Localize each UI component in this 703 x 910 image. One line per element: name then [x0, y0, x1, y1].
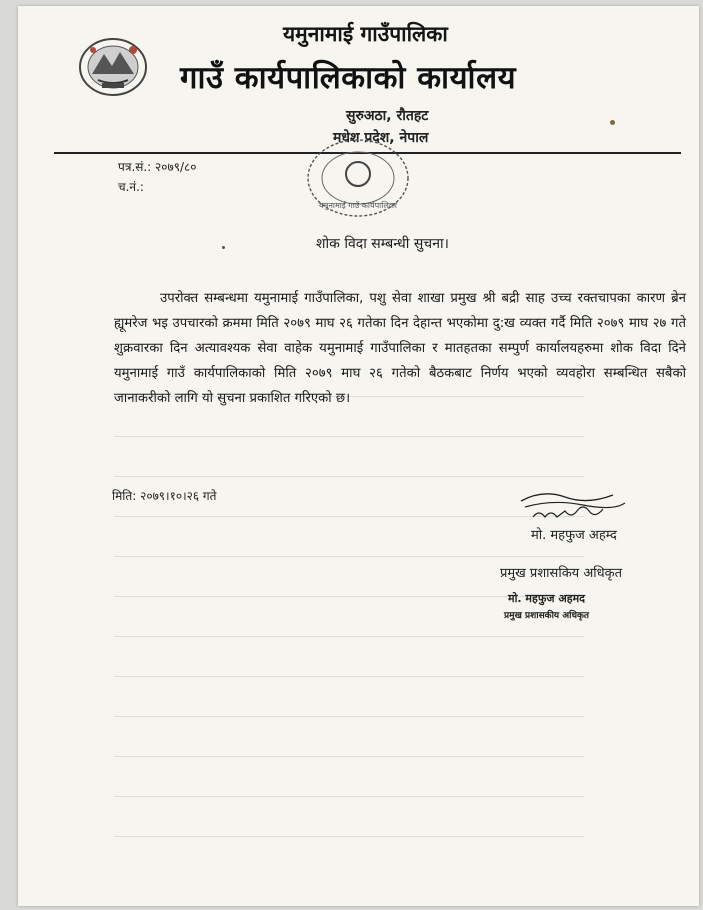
stamp-title: प्रमुख प्रशासकीय अधिकृत: [504, 611, 590, 621]
seal-text: यमुनामाई गाउँ कार्यपालिका: [319, 201, 397, 210]
stamp-name: मो. महफुज अहमद: [508, 592, 585, 605]
issue-date: मिति: २०७९।१०।२६ गते: [112, 489, 217, 503]
office-name: गाउँ कार्यपालिकाको कार्यालय: [180, 60, 517, 96]
document-page: [18, 6, 699, 906]
ink-spot: [610, 120, 615, 125]
nepal-emblem-logo: [78, 36, 148, 98]
municipality-name: यमुनामाई गाउँपालिका: [283, 22, 448, 46]
ink-speck: [222, 246, 225, 249]
notice-body: उपरोक्त सम्बन्धमा यमुनामाई गाउँपालिका, पशु सेवा शाखा प्रमुख श्री बद्री साह उच्च रक्तचापका कारण ब्रेन ह्यूमरेज भइ उपचारको क्रममा मिति २०७९ माघ २६ गतेका दिन देहान्त भएकोमा दु:ख व्यक्त गर्दै मिति २०७९ माघ २७ गते शुक्रवारका दिन अत्यावश्यक सेवा वाहेक यमुनामाई गाउँपालिका र मातहतका सम्पुर्ण कार्यालयहरुमा शोक विदा दिने यमुनामाई गाउँ कार्यपालिकाको मिति २०७९ माघ २६ गतेको बैठकबाट निर्णय भएको व्यवहोरा सम्बन्धित सबैको जानाकरीको लागि यो सुचना प्रकाशित गरिएको छ।: [114, 291, 686, 406]
office-location: सुरुअठा, रौतहट: [346, 108, 429, 124]
handwritten-signature: [513, 483, 633, 523]
dispatch-number: च.नं.:: [118, 180, 144, 194]
subject-line: शोक विदा सम्बन्धी सुचना।: [316, 236, 449, 252]
signatory-name: मो. महफुज अहम्द: [531, 528, 617, 543]
bleed-through-table: [114, 396, 584, 886]
office-seal-stamp: [303, 134, 413, 222]
office-province: मधेश प्रदेश, नेपाल: [333, 130, 429, 146]
signatory-title: प्रमुख प्रशासकिय अधिकृत: [500, 566, 623, 581]
reference-number: पत्र.सं.: २०७९/८०: [118, 160, 197, 174]
